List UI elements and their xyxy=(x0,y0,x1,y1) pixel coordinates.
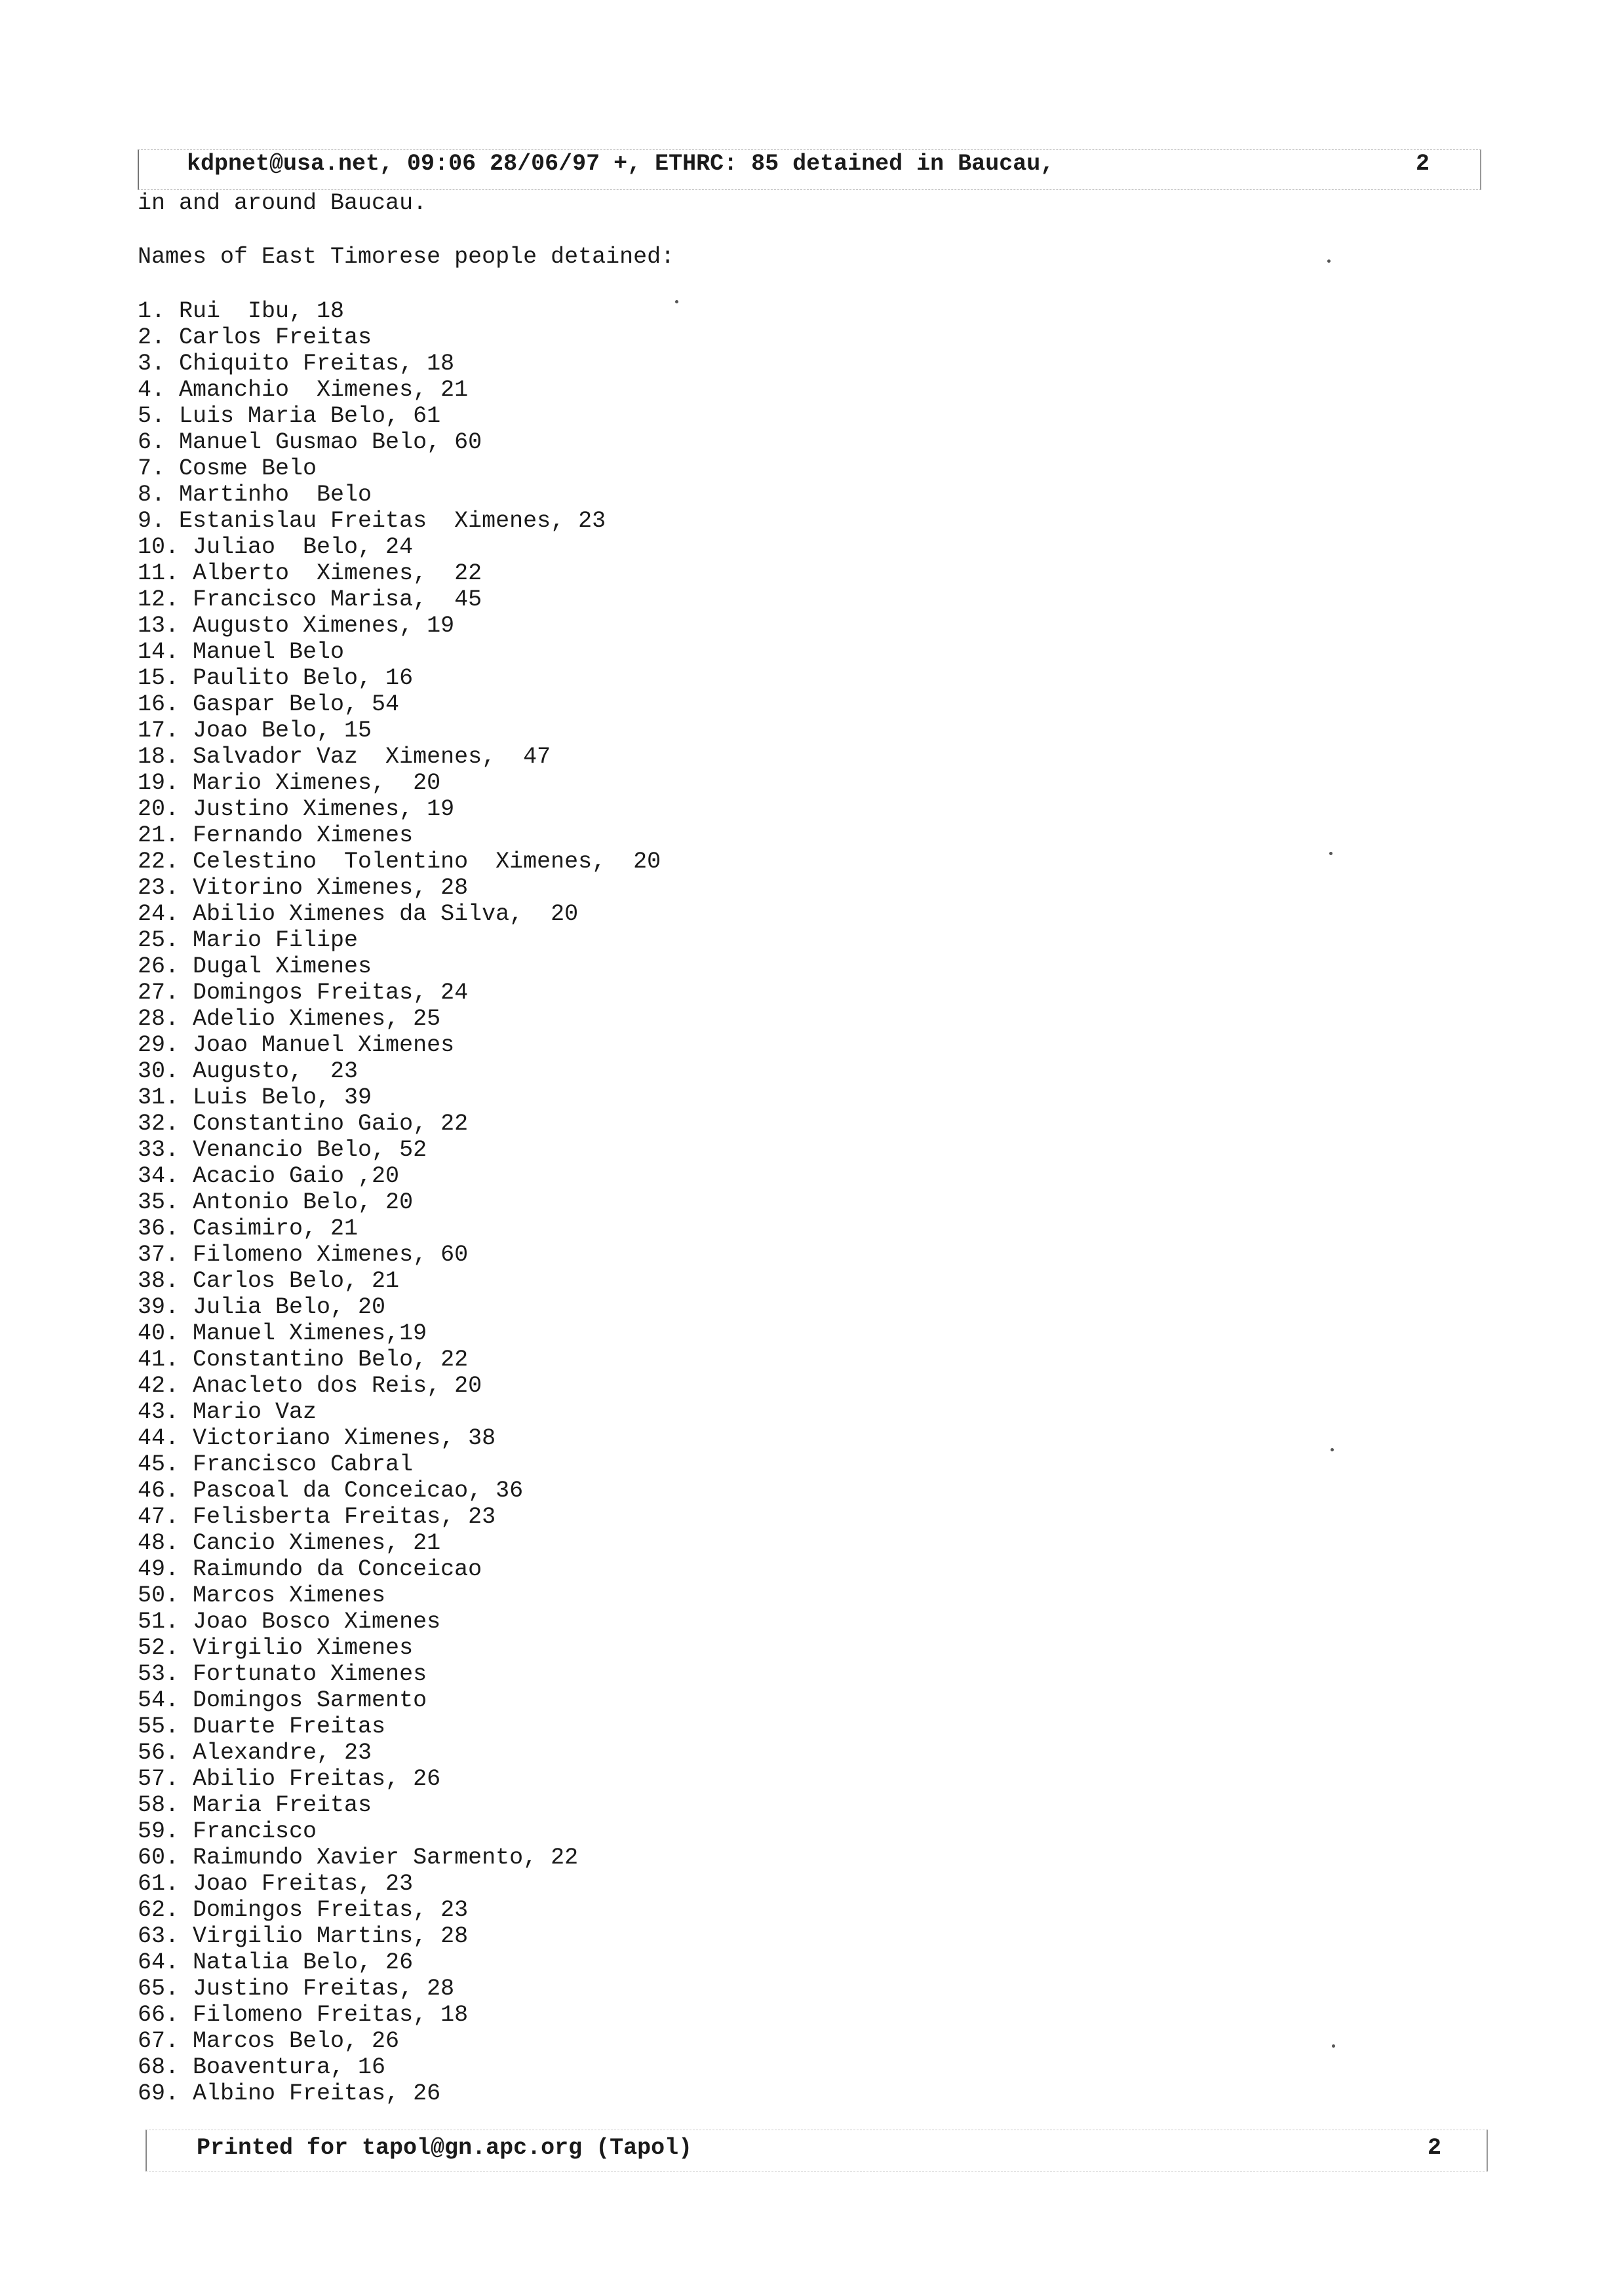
detainee-item: 37. Filomeno Ximenes, 60 xyxy=(138,1242,469,1268)
detainee-item: 68. Boaventura, 16 xyxy=(138,2054,386,2080)
detainee-item: 57. Abilio Freitas, 26 xyxy=(138,1766,441,1792)
detainee-item: 15. Paulito Belo, 16 xyxy=(138,665,414,691)
scan-speck xyxy=(1329,852,1333,855)
detainee-item: 64. Natalia Belo, 26 xyxy=(138,1949,414,1976)
detainee-item: 43. Mario Vaz xyxy=(138,1399,317,1425)
detainee-item: 36. Casimiro, 21 xyxy=(138,1215,359,1242)
detainee-item: 56. Alexandre, 23 xyxy=(138,1740,372,1766)
detainee-item: 32. Constantino Gaio, 22 xyxy=(138,1111,469,1137)
detainee-item: 41. Constantino Belo, 22 xyxy=(138,1347,469,1373)
detainee-item: 26. Dugal Ximenes xyxy=(138,953,372,980)
detainee-list xyxy=(138,298,661,2107)
footer-printed-for: Printed for tapol@gn.apc.org (Tapol) xyxy=(197,2135,693,2161)
detainee-item: 63. Virgilio Martins, 28 xyxy=(138,1923,469,1949)
intro-line: in and around Baucau. xyxy=(138,190,427,216)
detainee-item: 27. Domingos Freitas, 24 xyxy=(138,980,469,1006)
detainee-item: 2. Carlos Freitas xyxy=(138,324,372,351)
header-page-number: 2 xyxy=(1416,151,1430,177)
detainee-item: 7. Cosme Belo xyxy=(138,455,317,482)
detainee-item: 10. Juliao Belo, 24 xyxy=(138,534,414,560)
detainee-item: 6. Manuel Gusmao Belo, 60 xyxy=(138,429,482,455)
detainee-item: 24. Abilio Ximenes da Silva, 20 xyxy=(138,901,579,927)
detainee-item: 54. Domingos Sarmento xyxy=(138,1687,427,1713)
header-subject: 85 detained in Baucau, xyxy=(751,151,1055,177)
detainee-item: 20. Justino Ximenes, 19 xyxy=(138,796,455,822)
detainee-item: 67. Marcos Belo, 26 xyxy=(138,2028,400,2054)
detainee-item: 11. Alberto Ximenes, 22 xyxy=(138,560,482,586)
detainee-item: 16. Gaspar Belo, 54 xyxy=(138,691,400,718)
detainee-item: 9. Estanislau Freitas Ximenes, 23 xyxy=(138,508,606,534)
detainee-item: 25. Mario Filipe xyxy=(138,927,359,953)
detainee-item: 5. Luis Maria Belo, 61 xyxy=(138,403,441,429)
detainee-item: 34. Acacio Gaio ,20 xyxy=(138,1163,400,1189)
detainee-item: 69. Albino Freitas, 26 xyxy=(138,2080,441,2107)
detainee-item: 45. Francisco Cabral xyxy=(138,1451,414,1478)
detainee-item: 33. Venancio Belo, 52 xyxy=(138,1137,427,1163)
detainee-item: 3. Chiquito Freitas, 18 xyxy=(138,351,455,377)
detainee-item: 49. Raimundo da Conceicao xyxy=(138,1556,482,1582)
detainee-item: 4. Amanchio Ximenes, 21 xyxy=(138,377,469,403)
detainee-item: 23. Vitorino Ximenes, 28 xyxy=(138,875,469,901)
detainee-item: 52. Virgilio Ximenes xyxy=(138,1635,414,1661)
scan-speck xyxy=(675,300,678,303)
detainee-item: 40. Manuel Ximenes,19 xyxy=(138,1320,427,1347)
header-sender: kdpnet@usa.net, 09:06 28/06/97 +, ETHRC: xyxy=(187,151,752,177)
detainee-item: 47. Felisberta Freitas, 23 xyxy=(138,1504,496,1530)
detainee-item: 66. Filomeno Freitas, 18 xyxy=(138,2002,469,2028)
detainee-item: 31. Luis Belo, 39 xyxy=(138,1084,372,1111)
detainee-item: 14. Manuel Belo xyxy=(138,639,345,665)
detainee-item: 8. Martinho Belo xyxy=(138,482,372,508)
detainee-item: 18. Salvador Vaz Ximenes, 47 xyxy=(138,744,551,770)
detainee-item: 61. Joao Freitas, 23 xyxy=(138,1871,414,1897)
detainee-item: 1. Rui Ibu, 18 xyxy=(138,298,345,324)
detainee-item: 19. Mario Ximenes, 20 xyxy=(138,770,441,796)
detainee-item: 12. Francisco Marisa, 45 xyxy=(138,586,482,613)
footer-page-number: 2 xyxy=(1428,2135,1442,2161)
detainee-item: 44. Victoriano Ximenes, 38 xyxy=(138,1425,496,1451)
detainee-item: 30. Augusto, 23 xyxy=(138,1058,359,1084)
detainee-item: 48. Cancio Ximenes, 21 xyxy=(138,1530,441,1556)
detainee-item: 17. Joao Belo, 15 xyxy=(138,718,372,744)
detainee-item: 21. Fernando Ximenes xyxy=(138,822,414,849)
detainee-item: 62. Domingos Freitas, 23 xyxy=(138,1897,469,1923)
detainee-item: 51. Joao Bosco Ximenes xyxy=(138,1609,441,1635)
detainee-item: 59. Francisco xyxy=(138,1818,317,1845)
detainee-item: 42. Anacleto dos Reis, 20 xyxy=(138,1373,482,1399)
detainee-item: 60. Raimundo Xavier Sarmento, 22 xyxy=(138,1845,579,1871)
detainee-item: 55. Duarte Freitas xyxy=(138,1713,386,1740)
list-heading: Names of East Timorese people detained: xyxy=(138,244,675,270)
detainee-item: 13. Augusto Ximenes, 19 xyxy=(138,613,455,639)
scan-speck xyxy=(1332,2044,1335,2048)
detainee-item: 29. Joao Manuel Ximenes xyxy=(138,1032,455,1058)
header-line xyxy=(187,151,1054,177)
detainee-item: 58. Maria Freitas xyxy=(138,1792,372,1818)
scan-speck xyxy=(1327,259,1331,263)
detainee-item: 35. Antonio Belo, 20 xyxy=(138,1189,414,1215)
detainee-item: 53. Fortunato Ximenes xyxy=(138,1661,427,1687)
detainee-item: 46. Pascoal da Conceicao, 36 xyxy=(138,1478,524,1504)
detainee-item: 38. Carlos Belo, 21 xyxy=(138,1268,400,1294)
detainee-item: 50. Marcos Ximenes xyxy=(138,1582,386,1609)
detainee-item: 22. Celestino Tolentino Ximenes, 20 xyxy=(138,849,661,875)
detainee-item: 65. Justino Freitas, 28 xyxy=(138,1976,455,2002)
detainee-item: 39. Julia Belo, 20 xyxy=(138,1294,386,1320)
scan-speck xyxy=(1331,1448,1334,1451)
detainee-item: 28. Adelio Ximenes, 25 xyxy=(138,1006,441,1032)
